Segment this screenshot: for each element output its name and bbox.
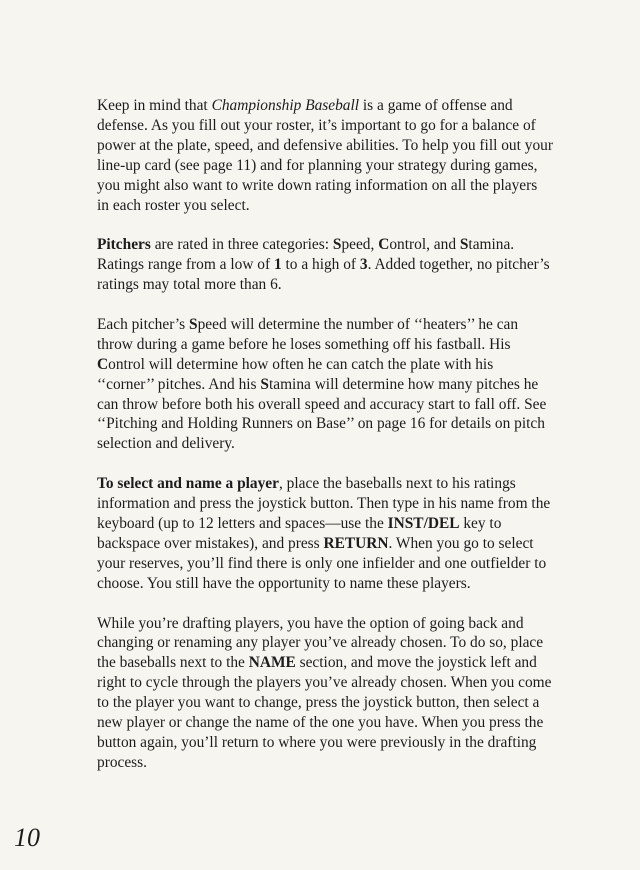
text-segment: to a high of xyxy=(281,256,360,274)
paragraph-intro xyxy=(97,96,553,215)
bold-letter: C xyxy=(378,236,390,254)
text-segment: peed will determine the number of ‘‘heaters’’ he can throw during a game before he loses something off his fastball. His xyxy=(97,315,519,353)
bold-number: 1 xyxy=(273,256,282,274)
text-segment: . Added together, no pitcher’s ratings may total more than 6. xyxy=(97,256,550,294)
paragraph-select-player xyxy=(97,474,553,593)
text-segment: are rated in three categories: xyxy=(150,236,333,254)
text-segment: ontrol, and xyxy=(389,236,460,254)
text-segment: Each pitcher’s xyxy=(97,315,190,333)
section-name: NAME xyxy=(248,654,296,672)
paragraph-drafting xyxy=(97,614,553,773)
page-number: 10 xyxy=(14,823,40,852)
bold-letter: S xyxy=(189,315,198,333)
key-name: INST/DEL xyxy=(387,514,460,532)
text-segment: While you’re drafting players, you have the option of going back and changing or renaming any player you’ve already chosen. To do so, place the baseballs next to the xyxy=(97,614,544,672)
bold-letter: S xyxy=(459,236,469,254)
text-segment: peed, xyxy=(341,236,379,254)
text-segment: key to backspace over mistakes), and press xyxy=(97,514,502,552)
text-segment: . When you go to select your reserves, you’ll find there is only one infielder and one outfielder to choose. You still have the opportunity to name these players. xyxy=(97,534,547,592)
select-player-heading: To select and name a player xyxy=(97,475,279,493)
text-segment: tamina. Ratings range from a low of xyxy=(97,236,515,274)
game-title-italic: Championship Baseball xyxy=(211,97,360,114)
body-text xyxy=(97,96,553,793)
paragraph-pitchers xyxy=(97,235,553,295)
pitchers-heading: Pitchers xyxy=(97,236,151,254)
text-segment: section, and move the joystick left and right to cycle through the players you’ve already chosen. When you come to the player you want to change, press the joystick button, then select a new player or change the name of the one you have. When you press the button again, you’ll return to where you were previously in the drafting process. xyxy=(97,654,552,771)
paragraph-pitcher-ratings xyxy=(97,315,553,454)
key-name: RETURN xyxy=(323,534,389,552)
text-segment: ontrol will determine how often he can catch the plate with his ‘‘corner’’ pitches. And his xyxy=(97,355,494,393)
bold-letter: S xyxy=(260,375,269,393)
text-segment: tamina will determine how many pitches he can throw before both his overall speed and accuracy start to fall off. See ‘‘Pitching and Holding Runners on Base’’ on page 16 for details on pitch selection and delivery. xyxy=(97,375,547,453)
bold-letter: S xyxy=(332,236,342,254)
text-segment: Keep in mind that xyxy=(97,97,212,114)
bold-number: 3 xyxy=(359,256,368,274)
bold-letter: C xyxy=(97,355,109,373)
text-segment: is a game of offense and defense. As you fill out your roster, it’s important to go for a balance of power at the plate, speed, and defensive abilities. To help you fill out your line-up card (see page 11) and for planning your strategy during games, you might also want to write down rating information on all the players in each roster you select. xyxy=(97,97,553,214)
text-segment: , place the baseballs next to his ratings information and press the joystick button. Then type in his name from the keyboard (up to 12 letters and spaces—use the xyxy=(97,475,551,532)
